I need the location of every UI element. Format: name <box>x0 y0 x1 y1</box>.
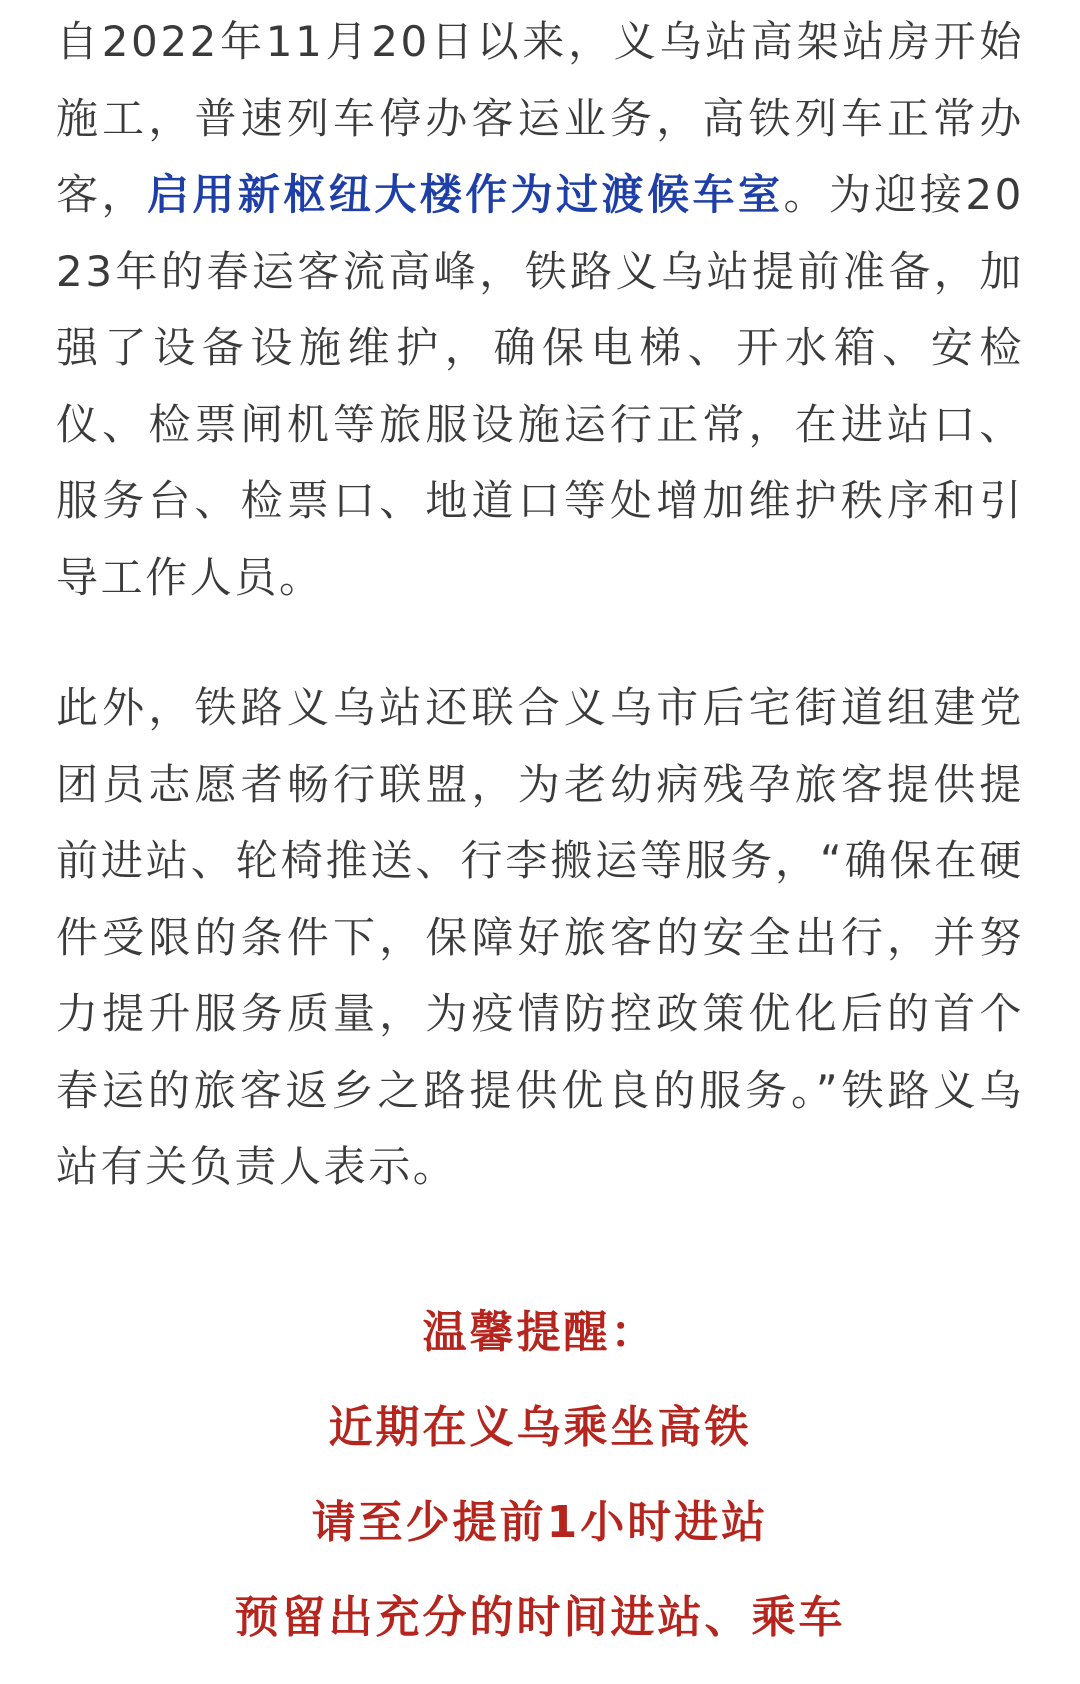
reminder-line-3: 预留出充分的时间进站、乘车 <box>234 1592 846 1643</box>
reminder-line-1: 近期在义乌乘坐高铁 <box>328 1402 752 1453</box>
article-body <box>56 0 1024 1206</box>
paragraph-construction <box>56 4 1024 616</box>
reminder-title: 温馨提醒： <box>422 1307 658 1358</box>
paragraph-text-after: 。为迎接2023年的春运客流高峰，铁路义乌站提前准备，加强了设备设施维护，确保电梯、开水箱、安检仪、检票闸机等旅服设施运行正常，在进站口、服务台、检票口、地道口等处增加维护秩序和引导工作人员。 <box>56 170 1024 602</box>
paragraph-volunteer-service: 此外，铁路义乌站还联合义乌市后宅街道组建党团员志愿者畅行联盟，为老幼病残孕旅客提供提前进站、轮椅推送、行李搬运等服务，“确保在硬件受限的条件下，保障好旅客的安全出行，并努力提升服务质量，为疫情防控政策优化后的首个春运的旅客返乡之路提供优良的服务。”铁路义乌站有关负责人表示。 <box>56 683 1024 1191</box>
highlight-transition-waiting-room: 启用新枢纽大楼作为过渡候车室 <box>146 170 784 219</box>
paragraph-text-before: 自2022年11月20日以来，义乌站高架站房开始施工，普速列车停办客运业务，高铁列车正常办客， <box>56 17 1024 219</box>
warm-reminder <box>0 1285 1080 1665</box>
reminder-line-2: 请至少提前1小时进站 <box>311 1497 769 1548</box>
